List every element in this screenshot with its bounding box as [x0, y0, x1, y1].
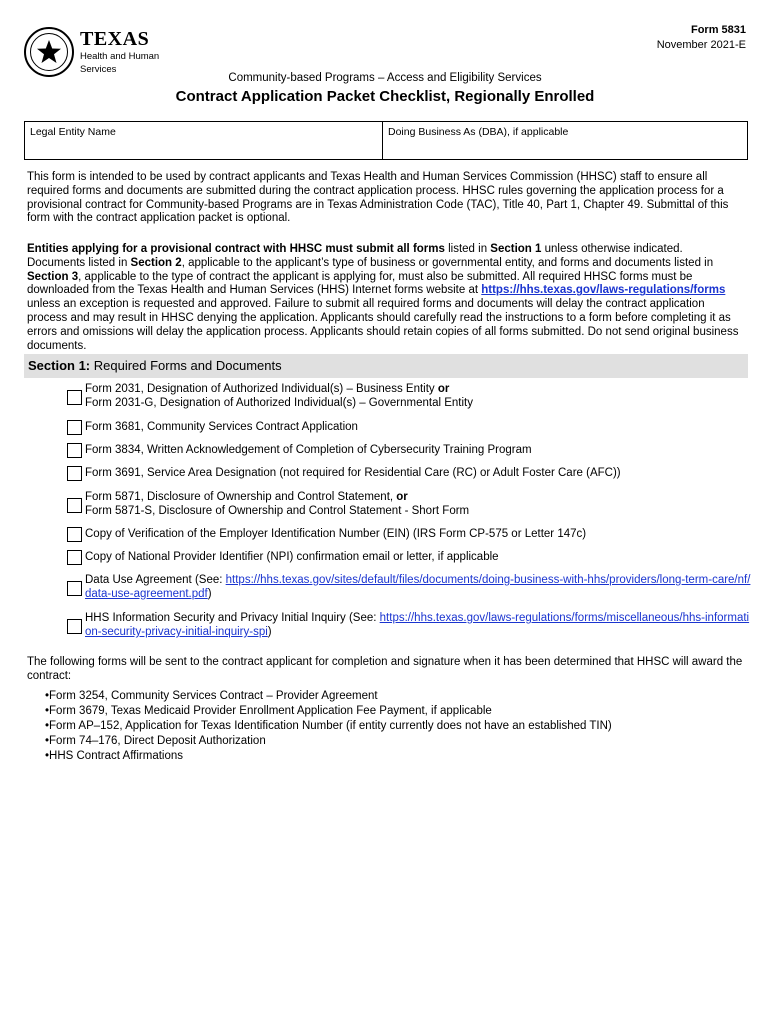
- list-item: • HHS Contract Affirmations: [45, 749, 612, 764]
- legal-entity-name-field[interactable]: [25, 122, 383, 159]
- logo-sub-1: Health and Human: [80, 51, 160, 62]
- checkbox[interactable]: [67, 420, 82, 435]
- intro-text-5: unless an exception is requested and approved. Failure to submit all required forms and documents will delay the contract application process and may result in HHSC denying the application. Applicants should carefully read the instructions to a form before completing it as errors and omissions will delay the application process. Applicants should retain copies of all forms submitted. Do not send original business documents.: [27, 298, 739, 352]
- form-number: Form 5831: [690, 24, 746, 36]
- item-or: or: [396, 491, 408, 503]
- intro-text-3: , applicable to the applicant’s type of business or governmental entity, and forms and documents listed in: [181, 256, 714, 269]
- spi-inquiry-link[interactable]: https://hhs.texas.gov/laws-regulations/forms/miscellaneous/hhs-information-security-privacy-initial-inquiry-spi: [85, 612, 750, 638]
- checklist-item-2031: [67, 382, 752, 410]
- item-text: Form 3691, Service Area Designation (not required for Residential Care (RC) or Adult Foster Care (AFC)): [85, 467, 621, 479]
- checklist-item-3834: [67, 443, 752, 458]
- checkbox[interactable]: [67, 581, 82, 596]
- item-text-end: ): [207, 588, 212, 600]
- item-text: Form 3681, Community Services Contract Application: [85, 421, 358, 433]
- data-use-agreement-link[interactable]: https://hhs.texas.gov/sites/default/files/documents/doing-business-with-hhs/providers/long-term-care/nf/data-use-agreement.pdf: [85, 574, 751, 600]
- entity-fields: [24, 121, 748, 160]
- item-text-2: Form 5871-S, Disclosure of Ownership and Control Statement - Short Form: [85, 505, 470, 517]
- program-subtitle: Community-based Programs – Access and Eligibility Services: [228, 72, 542, 84]
- checkbox[interactable]: [67, 443, 82, 458]
- section-1-number: Section 1:: [28, 358, 91, 373]
- checklist-item-5871: [67, 490, 752, 518]
- item-text: Form 5871, Disclosure of Ownership and Control Statement,: [85, 491, 397, 503]
- item-text-end: ): [267, 626, 272, 638]
- checkbox[interactable]: [67, 498, 82, 513]
- item-text: HHS Information Security and Privacy Initial Inquiry (See:: [85, 612, 380, 624]
- intro-bold-2: Section 1: [490, 243, 542, 255]
- list-item: • Form 74–176, Direct Deposit Authorization: [45, 734, 612, 749]
- checklist-item-spi: [67, 611, 752, 639]
- dba-field[interactable]: [383, 122, 747, 159]
- dba-label: Doing Business As (DBA), if applicable: [388, 126, 569, 138]
- checkbox[interactable]: [67, 619, 82, 634]
- checklist-item-3691: [67, 466, 752, 481]
- forms-website-link[interactable]: https://hhs.texas.gov/laws-regulations/forms: [481, 284, 726, 297]
- item-text: Data Use Agreement (See:: [85, 574, 226, 586]
- intro-text-1: listed in: [444, 243, 491, 255]
- texas-seal-icon: [24, 27, 74, 77]
- intro-paragraph-1: This form is intended to be used by contract applicants and Texas Health and Human Services Commission (HHSC) staff to ensure all required forms and documents are submitted during the contract application process. HHSC rules governing the application process for a provisional contract for Community-based Programs are in Texas Administration Code (TAC), Title 40, Part 1, Chapter 49. Submittal of this form with the contract application packet is optional.: [27, 171, 729, 225]
- star-icon: [35, 38, 63, 66]
- item-text: Form 2031, Designation of Authorized Individual(s) – Business Entity: [85, 383, 438, 395]
- checkbox[interactable]: [67, 466, 82, 481]
- checkbox[interactable]: [67, 390, 82, 405]
- checklist-item-3681: [67, 420, 752, 435]
- award-forms-list: [45, 689, 612, 764]
- page-title: Contract Application Packet Checklist, Regionally Enrolled: [175, 88, 595, 105]
- item-text-2: Form 2031-G, Designation of Authorized Individual(s) – Governmental Entity: [85, 397, 473, 409]
- checkbox[interactable]: [67, 527, 82, 542]
- section-1-title: Required Forms and Documents: [90, 358, 282, 373]
- item-text: Copy of National Provider Identifier (NPI) confirmation email or letter, if applicable: [85, 551, 499, 563]
- item-or: or: [437, 383, 450, 395]
- list-item: • Form 3679, Texas Medicaid Provider Enrollment Application Fee Payment, if applicable: [45, 704, 612, 719]
- form-identifier: [657, 24, 746, 51]
- item-text: Form 3834, Written Acknowledgement of Completion of Cybersecurity Training Program: [85, 444, 532, 456]
- checklist-item-npi: [67, 550, 752, 565]
- checklist-item-ein: [67, 527, 752, 542]
- list-item: • Form 3254, Community Services Contract – Provider Agreement: [45, 689, 612, 704]
- intro-bold-1: Entities applying for a provisional contract with HHSC must submit all forms: [27, 243, 445, 255]
- award-note: The following forms will be sent to the contract applicant for completion and signature when it has been determined that HHSC will award the contract:: [27, 656, 743, 682]
- intro-text-4: , applicable to the type of contract the applicant is applying for, must also be submitted. All required HHSC forms must be downloaded from the Texas Health and Human Services (HHS) Internet forms website at: [27, 270, 693, 297]
- logo-state: TEXAS: [80, 28, 150, 50]
- item-text: Copy of Verification of the Employer Identification Number (EIN) (IRS Form CP-575 or Letter 147c): [85, 528, 587, 540]
- legal-entity-name-label: Legal Entity Name: [30, 126, 116, 138]
- list-item: • Form AP–152, Application for Texas Identification Number (if entity currently does not have an established TIN): [45, 719, 612, 734]
- logo-sub-2: Services: [80, 64, 117, 75]
- intro-paragraph-2: [27, 243, 743, 353]
- intro-text-2: unless otherwise indicated. Documents listed in: [27, 243, 683, 269]
- section-1-header: [24, 354, 748, 378]
- checklist-item-data-use: [67, 573, 752, 601]
- form-date: November 2021-E: [656, 39, 746, 51]
- intro-bold-4: Section 3: [27, 270, 79, 283]
- intro-bold-3: Section 2: [130, 256, 182, 269]
- checkbox[interactable]: [67, 550, 82, 565]
